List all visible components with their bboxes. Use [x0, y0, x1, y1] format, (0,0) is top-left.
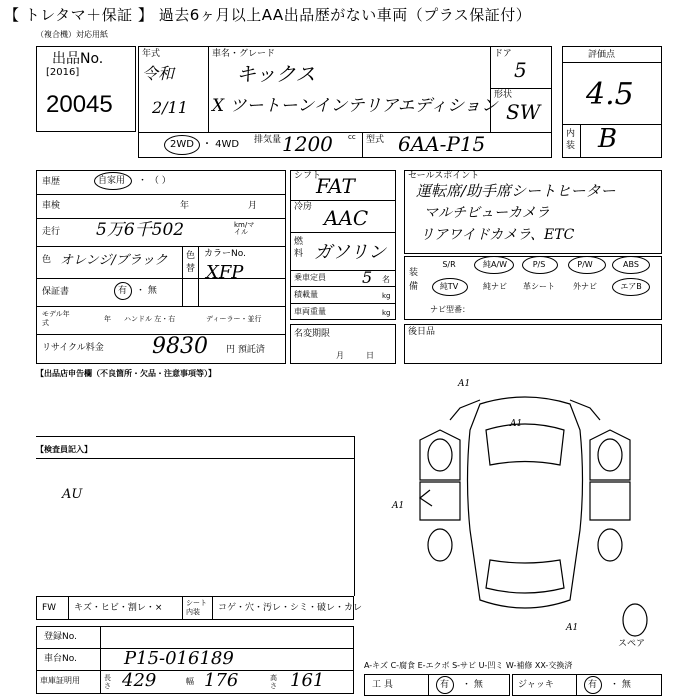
- history-label: 車歴: [42, 177, 61, 187]
- front-bumper: [450, 400, 600, 420]
- car-grade: X ツートーンインテリアエディション: [212, 96, 498, 116]
- model-year-label: モデル年式: [42, 310, 70, 327]
- jack-label: ジャッキ: [518, 680, 554, 690]
- eq-abs: ABS: [623, 260, 639, 269]
- damage-diagram: [380, 370, 670, 640]
- eq-aw: 純A/W: [482, 260, 508, 269]
- weight-unit: kg: [382, 309, 391, 317]
- model-label: 型式: [366, 135, 385, 145]
- jack-no: ・ 無: [610, 680, 631, 690]
- car-name: キックス: [236, 62, 316, 86]
- name-change-label: 名変期限: [294, 329, 331, 339]
- eq-navi: 純ナビ: [483, 282, 507, 291]
- color-no: XFP: [206, 262, 244, 283]
- year-era: 令和: [142, 64, 175, 83]
- inspection-year: 年: [180, 201, 190, 211]
- name-label: 車名・グレード: [212, 49, 276, 59]
- history-extra: ・ （ ）: [138, 176, 171, 186]
- warranty-no: ・ 無: [136, 286, 157, 296]
- shape-value: SW: [506, 100, 541, 124]
- header-note: （複合機）対応用紙: [36, 30, 108, 39]
- mileage-unit: km/マイル: [234, 221, 255, 236]
- later-label: 後日品: [408, 327, 436, 337]
- diagram-mark-1: A1: [458, 379, 471, 389]
- navi-label: ナビ型番：: [430, 305, 470, 314]
- inspector-label: 【検査員記入】: [36, 445, 92, 454]
- wid-label: 幅: [186, 677, 194, 686]
- year-value: 2/11: [152, 98, 188, 117]
- mileage-label: 走行: [42, 227, 61, 237]
- mileage-value: 5万6千502: [96, 220, 185, 240]
- seats-label: 乗車定員: [294, 273, 326, 282]
- eq-tv: 純TV: [439, 282, 459, 291]
- right-rear-door: [590, 482, 630, 520]
- handle-label: ハンドル 左・右: [124, 315, 176, 323]
- color-no-label: カラーNo.: [204, 249, 246, 259]
- sales-line-3: リアワイドカメラ、ETC: [420, 227, 575, 243]
- eq-sr: S/R: [442, 260, 456, 269]
- chassis-label: 車台No.: [44, 654, 77, 664]
- spare-label: スペア: [618, 639, 646, 649]
- eq-airbag: エアB: [620, 282, 642, 291]
- shift-label: シフト: [294, 171, 322, 181]
- lot-label: 出品No.: [52, 51, 104, 67]
- left-rear-wheel: [428, 529, 452, 561]
- doors-label: ドア: [494, 49, 512, 59]
- drive-2wd: 2WD: [170, 139, 194, 150]
- cert-label: 車庫証明用: [40, 676, 80, 685]
- tools-yes: 有: [440, 680, 450, 690]
- color-value: オレンジ/ブラック: [60, 253, 168, 268]
- import-label: ディーラー・並行: [206, 315, 262, 323]
- windshield: [486, 424, 564, 465]
- eq-leather: 革シート: [523, 282, 555, 291]
- remarks-label: 【出品店申告欄（不良箇所・欠品・注意事項等）】: [36, 369, 216, 378]
- ac-label: 冷房: [294, 202, 313, 212]
- diagram-mark-3: A1: [392, 501, 405, 511]
- fuel-label: 燃料: [294, 237, 304, 259]
- year-label: 年式: [142, 49, 161, 59]
- seats-unit: 名: [382, 275, 390, 284]
- seat-label: シート内装: [186, 599, 207, 616]
- color-change: 色替: [186, 251, 196, 274]
- equipment-label: 装備: [409, 268, 419, 292]
- score-value: 4.5: [586, 77, 634, 112]
- history-value: 自家用: [98, 176, 126, 186]
- color-label: 色: [42, 255, 52, 265]
- right-rear-wheel: [598, 529, 622, 561]
- tools-no: ・ 無: [462, 680, 483, 690]
- left-rear-door: [420, 482, 460, 520]
- damage-mark-left: [420, 490, 432, 506]
- right-front-door: [590, 430, 630, 480]
- drive-4wd: ・ 4WD: [202, 139, 240, 150]
- warranty-label: 保証書: [42, 287, 70, 297]
- recycle-value: 9830: [152, 334, 208, 359]
- sales-label: セールスポイント: [408, 171, 480, 181]
- seats-value: 5: [362, 268, 373, 287]
- inspection-label: 車検: [42, 201, 61, 211]
- inspection-month: 月: [248, 201, 258, 211]
- fuel-value: ガソリン: [314, 242, 386, 263]
- seat-items: コゲ・穴・汚レ・シミ・破レ・カレ: [218, 603, 363, 613]
- eq-pw: P/W: [577, 260, 593, 269]
- rear-window: [486, 560, 564, 593]
- tools-label: 工 具: [372, 680, 393, 690]
- damage-legend: A-キズ C-腐食 E-エクボ S-サビ U-凹ミ W-補修 XX-交換済: [364, 661, 573, 670]
- reg-label: 登録No.: [44, 632, 77, 642]
- banner: 【 トレタマ＋保証 】 過去6ヶ月以上AA出品歴がない車両（プラス保証付）: [4, 6, 532, 24]
- left-front-wheel: [428, 439, 452, 471]
- wid-value: 176: [204, 670, 239, 691]
- later-box: [404, 324, 662, 364]
- interior-label: 内装: [566, 129, 576, 151]
- inspector-note: AU: [62, 487, 83, 502]
- name-change-unit: 月日: [336, 351, 396, 360]
- car-body-outline: [468, 397, 583, 608]
- interior-value: B: [598, 124, 618, 154]
- diagram-mark-4: A1: [566, 623, 579, 633]
- displacement-value: 1200: [282, 132, 333, 156]
- weight-label: 車両重量: [294, 307, 326, 316]
- score-label: 評価点: [588, 50, 616, 60]
- shape-label: 形状: [494, 90, 513, 100]
- chassis-value: P15-016189: [124, 648, 234, 669]
- warranty-yes: 有: [118, 286, 128, 296]
- displacement-unit: cc: [348, 133, 356, 141]
- hgt-value: 161: [290, 670, 325, 691]
- doors-value: 5: [514, 58, 527, 82]
- right-front-wheel: [598, 439, 622, 471]
- ac-value: AAC: [324, 206, 369, 230]
- hgt-label: 高さ: [270, 674, 277, 690]
- sales-line-1: 運転席/助手席シートヒーター: [416, 182, 616, 200]
- recycle-label: リサイクル料金: [42, 343, 104, 353]
- fw-items: キズ・ヒビ・割レ・×: [74, 603, 163, 613]
- recycle-unit: 円 預託済: [226, 345, 265, 355]
- load-label: 積載量: [294, 290, 318, 299]
- len-value: 429: [122, 670, 157, 691]
- eq-ps: P/S: [532, 260, 546, 269]
- fw-label: FW: [42, 603, 57, 613]
- load-unit: kg: [382, 292, 391, 300]
- lot-year-tag: [2016]: [46, 67, 80, 78]
- model-year-unit: 年: [104, 315, 111, 323]
- model-code: 6AA-P15: [398, 132, 486, 156]
- diagram-mark-2: A1: [510, 419, 523, 429]
- shift-value: FAT: [316, 174, 355, 198]
- displacement-label: 排気量: [254, 135, 282, 145]
- len-label: 長さ: [104, 674, 111, 690]
- lot-number: 20045: [46, 91, 113, 118]
- jack-yes: 有: [588, 680, 598, 690]
- eq-ext-navi: 外ナビ: [573, 282, 597, 291]
- left-front-door: [420, 430, 460, 480]
- sales-line-2: マルチビューカメラ: [424, 205, 550, 221]
- spare-tire: [623, 604, 647, 636]
